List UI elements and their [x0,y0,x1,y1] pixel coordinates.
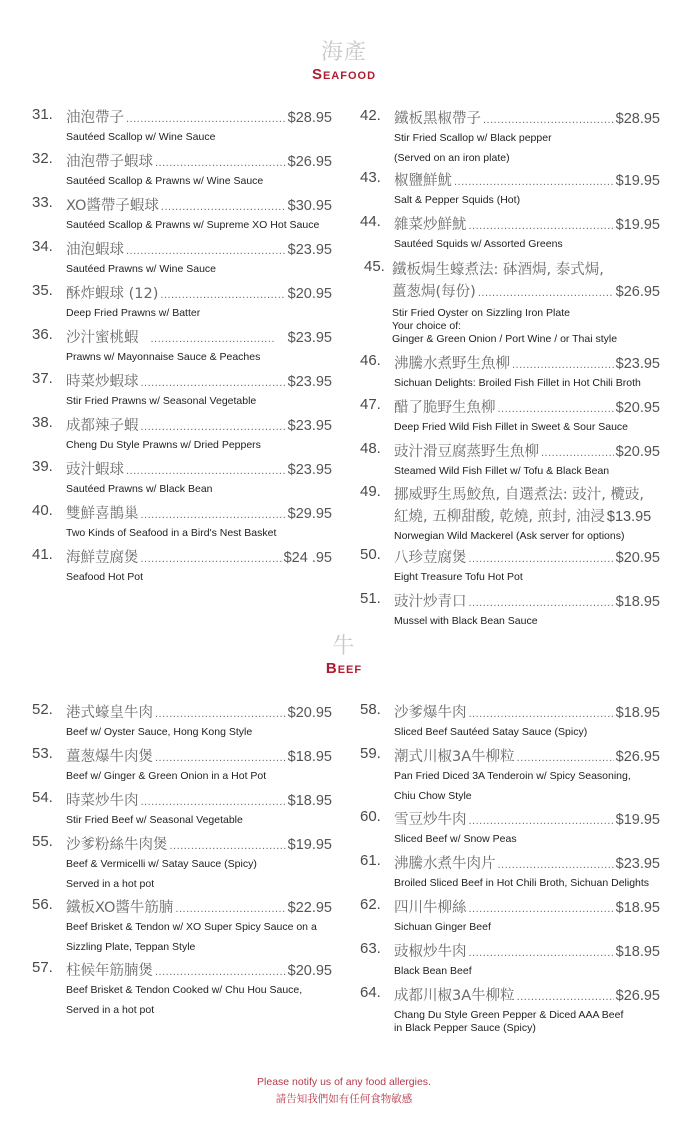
item-price: $18.95 [615,705,660,721]
menu-item-45 [364,258,660,346]
item-description: Black Bean Beef [394,965,472,977]
leader-dots [469,903,614,915]
item-number: 39. [32,458,53,475]
menu-item-52 [32,701,332,743]
item-description: Seafood Hot Pot [66,571,144,583]
item-name-zh: 雙鮮喜鵲巢 [66,506,139,522]
item-description: Sautéed Scallop & Prawns w/ Wine Sauce [66,175,264,187]
item-description: Sautéed Scallop w/ Wine Sauce [66,131,216,143]
item-description-line2: in Black Pepper Sauce (Spicy) [394,1022,536,1034]
item-number: 61. [360,852,381,869]
menu-item-46 [360,352,660,394]
menu-item-41 [32,546,332,588]
menu-item-58 [360,701,660,743]
menu-item-62 [360,896,660,938]
menu-item-55 [32,833,332,894]
menu-item-43 [360,169,660,211]
menu-item-48 [360,440,660,482]
item-number: 34. [32,238,53,255]
item-description: Sautéed Squids w/ Assorted Greens [394,238,563,250]
menu-item-57 [32,959,332,1020]
item-name-zh: 油泡帶子 [66,110,124,126]
item-number: 49. [360,483,381,500]
leader-dots [541,447,614,459]
item-price: $19.95 [615,217,660,233]
item-name-zh: 豉汁炒青口 [394,594,467,610]
leader-dots [469,815,614,827]
item-name-zh: 豉椒炒牛肉 [394,944,467,960]
item-price: $20.95 [615,550,660,566]
item-name-zh: 鐵板XO醬牛筋腩 [66,900,174,916]
item-name-zh-line1: 挪威野生馬鮫魚, 自選煮法: 豉汁, 欖豉, [394,487,645,503]
leader-dots [469,947,614,959]
leader-dots [469,708,614,720]
item-description: Beef w/ Oyster Sauce, Hong Kong Style [66,726,253,738]
leader-dots [170,840,286,852]
leader-dots [161,201,286,213]
item-description: Norwegian Wild Mackerel (Ask server for options) [394,530,625,542]
menu-item-47 [360,396,660,438]
item-description: Chang Du Style Green Pepper & Diced AAA Beef [394,1009,624,1021]
item-number: 62. [360,896,381,913]
allergy-notice [0,1074,688,1108]
menu-item-34 [32,238,332,280]
item-number: 31. [32,106,53,123]
item-price: $24 .95 [283,550,332,566]
item-description: Prawns w/ Mayonnaise Sauce & Peaches [66,351,261,363]
item-name-zh: 潮式川椒3A牛柳粒 [394,749,515,765]
item-price: $22.95 [287,900,332,916]
item-name-zh: 柱候年筋腩煲 [66,963,153,979]
item-name-zh: 鐵板黑椒帶子 [394,111,481,127]
menu-item-39 [32,458,332,500]
item-number: 51. [360,590,381,607]
item-description: Sliced Beef Sautéed Satay Sauce (Spicy) [394,726,588,738]
item-number: 41. [32,546,53,563]
menu-item-44 [360,213,660,255]
item-description-line2: (Served on an iron plate) [394,151,510,164]
item-description: Salt & Pepper Squids (Hot) [394,194,521,206]
item-price: $20.95 [287,286,332,302]
item-price: $19.95 [287,837,332,853]
menu-item-35 [32,282,332,324]
leader-dots [175,903,285,915]
item-price: $20.95 [287,705,332,721]
item-price: $26.95 [615,284,660,300]
leader-dots [126,245,286,257]
item-description: Deep Fried Prawns w/ Batter [66,307,201,319]
menu-item-61 [360,852,660,894]
item-number: 53. [32,745,53,762]
item-price: $19.95 [615,173,660,189]
beef-title-zh: 牛 [332,634,356,659]
leader-dots [478,287,614,299]
beef-title-en: Beef [325,660,363,677]
item-price: $13.95 [606,509,652,525]
item-name-zh: 沙爹粉絲牛肉煲 [66,837,168,853]
item-description: Sautéed Prawns w/ Black Bean [66,483,213,495]
leader-dots [469,597,614,609]
menu-item-31 [32,106,332,148]
item-name-zh: 醋了脆野生魚柳 [394,400,496,416]
leader-dots [155,752,286,764]
menu-item-49 [360,483,660,547]
menu-item-63 [360,940,660,982]
item-price: $18.95 [287,749,332,765]
item-name-zh: 八珍荳腐煲 [394,550,467,566]
item-price: $18.95 [615,900,660,916]
item-name-zh: 雪豆炒牛肉 [394,812,467,828]
item-name-zh: 沸騰水煮牛肉片 [394,856,496,872]
item-name-zh: 油泡蝦球 [66,242,124,258]
leader-dots [498,859,614,871]
item-name-zh: 椒鹽鮮魷 [394,173,452,189]
item-description: Two Kinds of Seafood in a Bird's Nest Basket [66,527,277,539]
leader-dots [155,708,286,720]
item-name-zh-line1: 鐵板焗生蠔煮法: 砵酒焗, 泰式焗, [392,262,604,278]
item-price: $28.95 [615,111,660,127]
leader-dots [126,113,286,125]
item-name-zh: 薑葱爆牛肉煲 [66,749,153,765]
item-number: 56. [32,896,53,913]
item-number: 63. [360,940,381,957]
item-price: $19.95 [615,812,660,828]
menu-item-64 [360,984,660,1035]
item-name-zh: 時菜炒牛肉 [66,793,139,809]
item-description: Stir Fried Beef w/ Seasonal Vegetable [66,814,243,826]
menu-item-37 [32,370,332,412]
item-price: $26.95 [287,154,332,170]
item-name-zh: 沸騰水煮野生魚柳 [394,356,510,372]
item-name-zh: 四川牛柳絲 [394,900,467,916]
item-description: Stir Fried Oyster on Sizzling Iron Plate [392,307,570,319]
leader-dots [126,465,286,477]
item-description: Sliced Beef w/ Snow Peas [394,833,517,845]
menu-item-60 [360,808,660,850]
item-description: Stir Fried Prawns w/ Seasonal Vegetable [66,395,257,407]
menu-item-32 [32,150,332,192]
item-price: $26.95 [615,749,660,765]
menu-item-40 [32,502,332,544]
leader-dots [141,509,286,521]
item-price: $23.95 [287,242,332,258]
item-price: $23.95 [615,856,660,872]
item-price: $23.95 [287,462,332,478]
item-name-zh: 紅燒, 五柳甜酸, 乾燒, 煎封, 油浸 [394,509,605,525]
item-price: $26.95 [615,988,660,1004]
item-description: Sichuan Delights: Broiled Fish Fillet in Hot Chili Broth [394,377,641,389]
item-description: Eight Treasure Tofu Hot Pot [394,571,523,583]
item-description: Mussel with Black Bean Sauce [394,615,538,627]
menu-item-42 [360,107,660,168]
item-number: 44. [360,213,381,230]
item-number: 55. [32,833,53,850]
item-description: Beef Brisket & Tendon Cooked w/ Chu Hou Sauce, [66,984,303,996]
item-number: 42. [360,107,381,124]
leader-dots [141,796,286,808]
item-description: Pan Fried Diced 3A Tenderoin w/ Spicy Seasoning, [394,770,631,782]
item-name-zh: 雜菜炒鮮魷 [394,217,467,233]
item-price: $23.95 [287,374,332,390]
item-number: 47. [360,396,381,413]
item-description: Sautéed Scallop & Prawns w/ Supreme XO Hot Sauce [66,219,320,231]
item-name-zh: 時菜炒蝦球 [66,374,139,390]
item-price: $23.95 [615,356,660,372]
item-name-zh: 成都辣子蝦 [66,418,139,434]
item-name-zh: 豉汁滑豆腐蒸野生魚柳 [394,444,539,460]
item-description-line2: Your choice of: [392,320,462,332]
item-description-line2: Served in a hot pot [66,877,155,890]
beef-section-header [0,634,688,678]
item-description-line2: Chiu Chow Style [394,789,472,802]
leader-dots [141,553,282,565]
item-description: Broiled Sliced Beef in Hot Chili Broth, Sichuan Delights [394,877,650,889]
item-description: Sautéed Prawns w/ Wine Sauce [66,263,216,275]
item-name-zh: 油泡帶子蝦球 [66,154,153,170]
item-price: $20.95 [615,400,660,416]
menu-item-51 [360,590,660,632]
item-price: $23.95 [287,418,332,434]
leader-dots [512,359,614,371]
item-price: $29.95 [287,506,332,522]
leader-dots [141,377,286,389]
menu-item-50 [360,546,660,588]
item-number: 35. [32,282,53,299]
item-number: 58. [360,701,381,718]
item-description: Beef & Vermicelli w/ Satay Sauce (Spicy) [66,858,257,870]
menu-item-33 [32,194,332,236]
leader-dots [483,114,614,126]
item-description: Beef Brisket & Tendon w/ XO Super Spicy Sauce on a [66,921,317,933]
item-price: $23.95 [287,330,332,346]
item-price: $28.95 [287,110,332,126]
leader-dots [469,553,614,565]
menu-item-59 [360,745,660,806]
item-name-zh: 港式蠔皇牛肉 [66,705,153,721]
item-number: 60. [360,808,381,825]
item-name-zh: 豉汁蝦球 [66,462,124,478]
leader-dots [160,289,285,301]
leader-dots [498,403,614,415]
item-number: 43. [360,169,381,186]
leader-dots [151,333,276,345]
leader-dots [517,752,614,764]
item-number: 37. [32,370,53,387]
item-number: 54. [32,789,53,806]
item-number: 45. [364,258,385,275]
menu-item-36 [32,326,332,368]
item-name-zh: 海鮮荳腐煲 [66,550,139,566]
item-name-zh: 酥炸蝦球 (12) [66,286,159,302]
item-price: $18.95 [615,594,660,610]
menu-item-53 [32,745,332,787]
leader-dots [155,966,286,978]
item-number: 33. [32,194,53,211]
item-name-zh: 薑葱焗(每份) [392,284,476,300]
item-description: Deep Fried Wild Fish Fillet in Sweet & Sour Sauce [394,421,629,433]
menu-item-38 [32,414,332,456]
item-number: 57. [32,959,53,976]
leader-dots [141,421,286,433]
item-price: $20.95 [287,963,332,979]
item-number: 40. [32,502,53,519]
item-name-zh: 沙汁蜜桃蝦 [66,330,139,346]
item-description: Beef w/ Ginger & Green Onion in a Hot Pot [66,770,267,782]
item-name-zh: 沙爹爆牛肉 [394,705,467,721]
leader-dots [517,991,614,1003]
item-price: $20.95 [615,444,660,460]
menu-item-56 [32,896,332,957]
item-description-line2: Sizzling Plate, Teppan Style [66,940,196,953]
menu-item-54 [32,789,332,831]
item-price: $30.95 [287,198,332,214]
item-description: Sichuan Ginger Beef [394,921,491,933]
item-description: Stir Fried Scallop w/ Black pepper [394,132,552,144]
item-number: 48. [360,440,381,457]
item-number: 50. [360,546,381,563]
item-price: $18.95 [287,793,332,809]
seafood-title-zh: 海產 [320,40,367,65]
item-number: 64. [360,984,381,1001]
item-name-zh: XO醬帶子蝦球 [66,198,159,214]
item-description: Cheng Du Style Prawns w/ Dried Peppers [66,439,261,451]
item-number: 32. [32,150,53,167]
leader-dots [469,220,614,232]
item-name-zh: 成都川椒3A牛柳粒 [394,988,515,1004]
seafood-section-header [0,40,688,84]
item-number: 59. [360,745,381,762]
item-number: 46. [360,352,381,369]
allergy-notice-zh: 請告知我們如有任何食物敏感 [275,1093,413,1105]
item-number: 38. [32,414,53,431]
allergy-notice-en: Please notify us of any food allergies. [257,1076,431,1088]
leader-dots [155,157,286,169]
item-description-line2: Served in a hot pot [66,1003,155,1016]
seafood-title-en: Seafood [311,66,377,83]
item-number: 36. [32,326,53,343]
item-price: $18.95 [615,944,660,960]
item-description-line3: Ginger & Green Onion / Port Wine / or Thai style [392,333,618,345]
item-description: Steamed Wild Fish Fillet w/ Tofu & Black Bean [394,465,610,477]
leader-dots [454,176,614,188]
item-number: 52. [32,701,53,718]
